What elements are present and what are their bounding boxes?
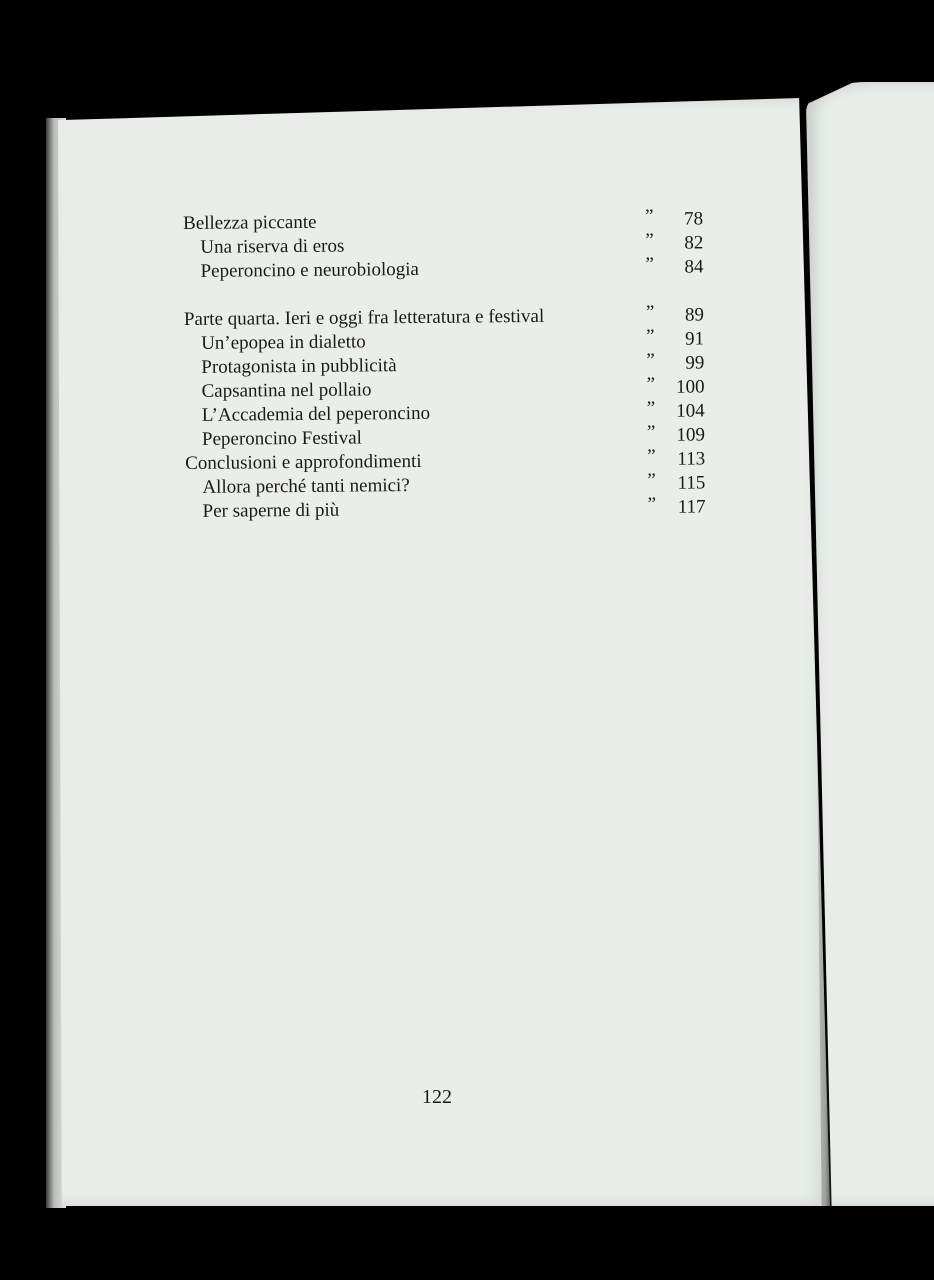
toc-entry-page: 113 (677, 448, 706, 470)
toc-entry-title: Bellezza piccante (183, 211, 317, 234)
toc-entry (183, 255, 713, 284)
toc-entry-title: Una riserva di eros (200, 235, 345, 258)
toc-entry-title: Parte quarta. Ieri e oggi fra letteratura e festival (183, 305, 545, 330)
toc-entry-page: 84 (684, 256, 704, 278)
toc-entry-title: Conclusioni e approfondimenti (185, 450, 422, 474)
toc-ditto-mark: ” (646, 421, 656, 443)
toc-entry-title: Peperoncino e neurobiologia (200, 258, 420, 282)
toc-entry-title: Protagonista in pubblicità (201, 355, 397, 378)
toc-entry-title: L’Accademia del peperoncino (201, 402, 431, 426)
toc-entry-page: 99 (685, 352, 705, 374)
toc-entry-title: Per saperne di più (202, 499, 340, 522)
toc-entry-page: 117 (677, 496, 706, 518)
toc-ditto-mark: ” (645, 229, 654, 251)
toc-ditto-mark: ” (645, 301, 655, 323)
toc-entry-title: Capsantina nel pollaio (201, 379, 372, 402)
toc-entry-page: 89 (684, 304, 705, 326)
toc-ditto-mark: ” (645, 253, 655, 275)
toc-entry-page: 109 (676, 424, 706, 446)
toc-entry-page: 91 (685, 328, 705, 350)
toc-ditto-mark: ” (646, 349, 655, 371)
toc-ditto-mark: ” (646, 397, 656, 419)
toc-entry-page: 115 (677, 472, 706, 494)
toc-entry-title: Allora perché tanti nemici? (202, 475, 410, 498)
toc-ditto-mark: ” (646, 373, 656, 395)
toc-entry-page: 104 (676, 400, 705, 422)
toc-entry-title: Un’epopea in dialetto (201, 331, 366, 354)
table-of-contents (183, 207, 716, 524)
toc-entry-title: Peperoncino Festival (201, 427, 362, 450)
page-number: 122 (422, 1086, 452, 1108)
toc-ditto-mark: ” (646, 325, 655, 347)
toc-entry-page: 78 (683, 208, 704, 230)
toc-entry-page: 82 (684, 232, 704, 254)
toc-ditto-mark: ” (644, 205, 654, 227)
toc-entry-page: 100 (675, 376, 705, 398)
toc-entry (186, 495, 716, 524)
toc-ditto-mark: ” (647, 445, 656, 467)
toc-ditto-mark: ” (647, 493, 657, 515)
toc-ditto-mark: ” (647, 469, 656, 491)
